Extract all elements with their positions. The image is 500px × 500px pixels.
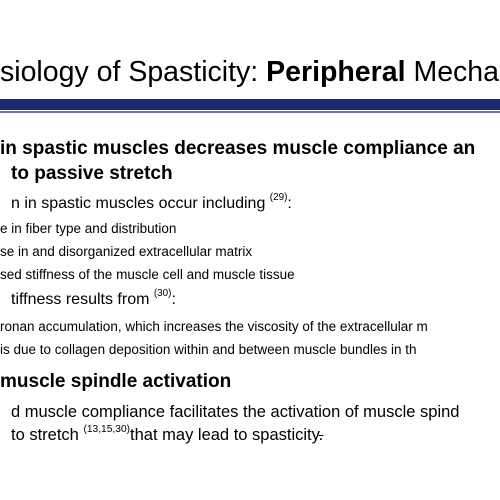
bullet-compliance-cont-tail: that may lead to spasticity <box>130 426 319 444</box>
heading-stiffness-cont-text: to passive stretch <box>11 163 173 184</box>
bullet-stiffness-results <box>11 290 176 310</box>
subitem-matrix-text: se in and disorganized extracellular matrix <box>0 244 253 259</box>
citation-13-15-30: (13,15,30) <box>83 423 131 435</box>
subitem-fiber-type <box>0 220 176 238</box>
subitem-cell-stiffness-text: sed stiffness of the muscle cell and muscle tissue <box>0 267 295 282</box>
slide-title <box>0 55 499 89</box>
subitem-matrix <box>0 243 252 261</box>
bullet-changes <box>11 194 292 214</box>
subitem-hyaluronan-text: ronan accumulation, which increases the viscosity of the extracellular m <box>0 319 428 334</box>
citation-29: (29) <box>269 192 288 204</box>
bullet-stiffness-results-colon: : <box>171 291 176 308</box>
bullet-compliance-period: . <box>318 426 324 444</box>
heading-stiffness-cont <box>11 162 173 186</box>
bullet-compliance-cont <box>11 424 323 446</box>
subitem-hyaluronan <box>0 318 428 336</box>
bullet-changes-colon: : <box>287 195 292 212</box>
subitem-fiber-type-text: e in fiber type and distribution <box>0 221 177 236</box>
slide-title-tail: Mecha <box>405 56 499 88</box>
bullet-compliance-cont-text: to stretch <box>11 426 84 444</box>
title-bar-line <box>0 111 500 113</box>
heading-stiffness-text: in spastic muscles decreases muscle compliance an <box>0 138 476 159</box>
subitem-cell-stiffness <box>0 266 295 284</box>
slide-title-light: siology of Spasticity: <box>0 56 267 88</box>
bullet-stiffness-results-text: tiffness results from <box>11 291 154 308</box>
heading-spindle <box>0 370 231 394</box>
title-bar <box>0 99 500 110</box>
heading-spindle-text: muscle spindle activation <box>0 371 232 392</box>
bullet-compliance <box>11 401 459 423</box>
heading-stiffness <box>0 137 475 161</box>
subitem-collagen <box>0 341 417 359</box>
citation-30: (30) <box>153 288 172 300</box>
subitem-collagen-text: is due to collagen deposition within and between muscle bundles in th <box>0 342 417 357</box>
bullet-compliance-text: d muscle compliance facilitates the activation of muscle spind <box>11 403 460 421</box>
bullet-changes-text: n in spastic muscles occur including <box>11 195 270 212</box>
slide-title-bold: Peripheral <box>266 56 406 88</box>
